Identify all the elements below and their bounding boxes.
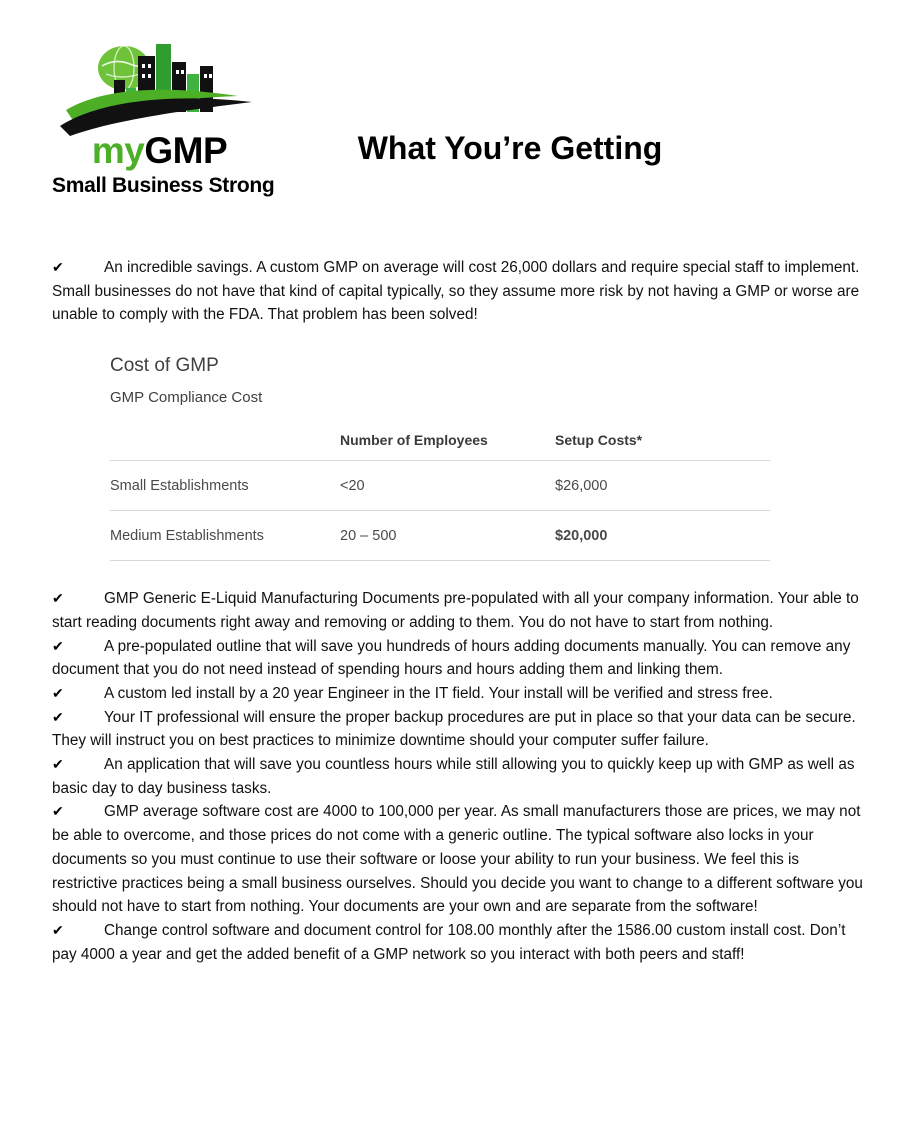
table-cell-label: Medium Establishments bbox=[110, 528, 264, 545]
logo-wordmark bbox=[52, 132, 267, 169]
cost-table-subtitle: GMP Compliance Cost bbox=[110, 389, 263, 407]
page-title: What You’re Getting bbox=[357, 130, 663, 166]
intro-paragraph bbox=[52, 256, 866, 327]
table-cell-cost: $20,000 bbox=[555, 528, 608, 545]
table-cell-employees: <20 bbox=[340, 478, 365, 495]
table-header-setup-costs: Setup Costs* bbox=[555, 432, 643, 449]
document-body bbox=[0, 256, 918, 966]
checkmark-icon: ✔ bbox=[52, 756, 64, 773]
list-item bbox=[52, 706, 866, 753]
checkmark-icon: ✔ bbox=[52, 259, 64, 275]
checkmark-icon: ✔ bbox=[52, 921, 64, 938]
list-item bbox=[52, 919, 866, 966]
cost-table-title: Cost of GMP bbox=[110, 355, 219, 377]
list-item bbox=[52, 800, 866, 919]
checkmark-icon: ✔ bbox=[52, 590, 64, 607]
table-cell-cost: $26,000 bbox=[555, 478, 608, 495]
list-item bbox=[52, 753, 866, 800]
cost-table-head bbox=[110, 426, 770, 461]
logo-word-gmp: GMP bbox=[144, 130, 228, 171]
checkmark-icon: ✔ bbox=[52, 637, 64, 654]
list-item-text: GMP average software cost are 4000 to 100,000 per year. As small manufacturers those are prices, we may not be able to overcome, and those prices do not come with a generic outline. The typical software also locks in your documents so you must continue to use their software or loose your ability to run your business. We feel this is restrictive practices being a small business ourselves. Should you decide you want to change to a different software you should not have to start from nothing. Your documents are your own and are separate from the software! bbox=[52, 803, 863, 916]
checkmark-icon: ✔ bbox=[52, 708, 64, 725]
list-item-text: Your IT professional will ensure the proper backup procedures are put in place so that your data can be secure. They will instruct you on best practices to minimize downtime should your computer suffer failure. bbox=[52, 708, 856, 750]
list-item bbox=[52, 682, 866, 706]
checkmark-icon: ✔ bbox=[52, 803, 64, 820]
list-item bbox=[52, 587, 866, 634]
list-item-text: GMP Generic E-Liquid Manufacturing Documents pre-populated with all your company information. Your able to start reading documents right away and removing or adding to them. You do not have to start from nothing. bbox=[52, 590, 859, 631]
intro-paragraph-text: An incredible savings. A custom GMP on average will cost 26,000 dollars and require special staff to implement. Small businesses do not have that kind of capital typically, so they assume more risk by not having a GMP or worse are unable to comply with the FDA. That problem has been solved! bbox=[52, 259, 860, 324]
table-header-blank bbox=[110, 426, 340, 461]
table-header-row bbox=[110, 426, 770, 461]
table-cell-employees: 20 – 500 bbox=[340, 528, 397, 545]
cost-table bbox=[110, 426, 770, 561]
list-item-text: An application that will save you countless hours while still allowing you to quickly keep up with GMP as well as basic day to day business tasks. bbox=[52, 756, 855, 797]
list-item bbox=[52, 635, 866, 682]
table-header-employees: Number of Employees bbox=[340, 432, 488, 449]
logo-tagline: Small Business Strong bbox=[52, 174, 275, 197]
cost-table-body bbox=[110, 461, 770, 561]
benefits-list bbox=[52, 587, 866, 966]
list-item-text: Change control software and document control for 108.00 monthly after the 1586.00 custom install cost. Don’t pay 4000 a year and get the added benefit of a GMP network so you interact with both peers and staff! bbox=[52, 921, 846, 963]
logo-word-my: my bbox=[91, 130, 145, 171]
table-row bbox=[110, 511, 770, 561]
table-cell-label: Small Establishments bbox=[110, 478, 249, 495]
list-item-text: A pre-populated outline that will save you hundreds of hours adding documents manually. You can remove any document that you do not need instead of spending hours and hours adding them and linking them. bbox=[52, 637, 851, 679]
cost-table-section bbox=[52, 355, 866, 561]
table-row bbox=[110, 461, 770, 511]
checkmark-icon: ✔ bbox=[52, 684, 64, 701]
list-item-text: A custom led install by a 20 year Engineer in the IT field. Your install will be verified and stress free. bbox=[104, 684, 773, 702]
document-header bbox=[0, 0, 918, 220]
mygmp-logo bbox=[52, 40, 275, 215]
